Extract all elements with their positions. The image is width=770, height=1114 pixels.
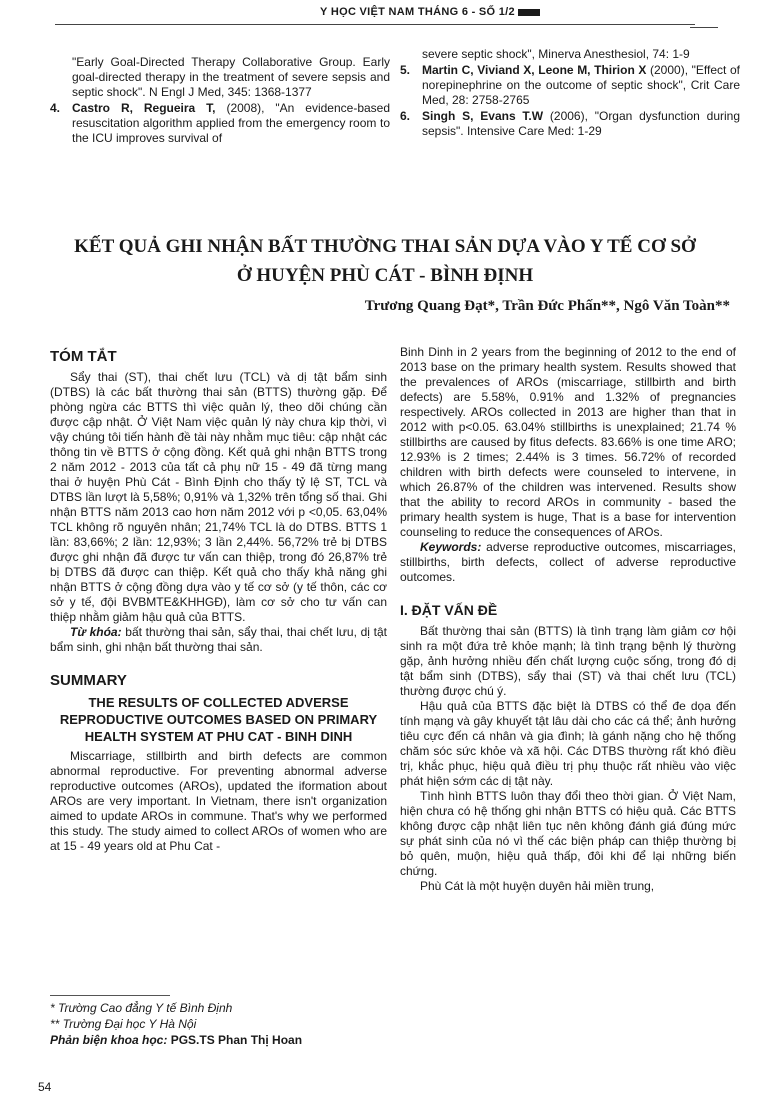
reference-authors: Martin C, Viviand X, Leone M, Thirion X: [422, 63, 647, 77]
reference-4: [50, 101, 390, 146]
reviewer-name: PGS.TS Phan Thị Hoan: [167, 1033, 303, 1047]
intro-paragraph-2: Hậu quả của BTTS đặc biệt là DTBS có thể đe dọa đến tính mạng và gây khuyết tật lâu dài cho các cá thể; ảnh hưởng tiêu cực đến cá nhân và gia đình; là gánh nặng cho hệ thống chăm sóc sức khỏe và xã hội. Các DTBS thường rất khó điều trị, khắc phục, hiệu quả điều trị phụ thuộc rất nhiều vào việc phát hiện sớm các dị tật này.: [400, 699, 736, 788]
article-authors: Trương Quang Đạt*, Trần Đức Phấn**, Ngô Văn Toàn**: [364, 298, 730, 314]
references-left-column: [50, 55, 390, 147]
abstract-vi-body: Sẩy thai (ST), thai chết lưu (TCL) và dị tật bẩm sinh (DTBS) là các bất thường thai sản (BTTS) thường gặp. Để phòng ngừa các BTTS thì việc quản lý, theo dõi chúng cần được cập nhật. Ở Việt Nam việc quản lý này chưa kịp thời, vì vậy chúng tôi tiến hành đề tài này nhằm mục tiêu: cập nhật các thông tin về BTTS ở cộng đồng. Kết quả ghi nhận BTTS trong 2 năm 2012 - 2013 của tất cả phụ nữ 15 - 49 đã từng mang thai ở huyện Phù Cát - Bình Định cho thấy tỷ lệ ST, TCL và DTBS lần lượt là 5,58%; 0,91% và 1,32% trên tổng số thai. Ghi nhận BTTS năm 2013 cao hơn năm 2012 với p <0,05. 63,04% TCL không rõ nguyên nhân; 21,74% TCL là do DTBS. BTTS 1 lần: 83,66%; 2 lần: 12,93%; 3 lần 2,44%. 56,72% trẻ bị DTBS được ghi nhận đã được tư vấn can thiệp, trong đó 26,87% trẻ bị DTBS đã được can thiệp. Kết quả cho thấy khả năng ghi nhận BTTS ở cộng đồng dựa vào y tế cơ sở (y tế thôn, các cơ sở y tế, đội BVBMTE&KHHGĐ), làm cơ sở cho tư vấn can thiệp nhằm giảm hậu quả của BTTS.: [50, 370, 387, 624]
header-dash: [690, 27, 718, 28]
reference-3-continuation: "Early Goal-Directed Therapy Collaborative Group. Early goal-directed therapy in the treatment of severe sepsis and septic shock". N Engl J Med, 345: 1368-1377: [72, 55, 390, 99]
reference-5: [400, 63, 740, 108]
page-number: 54: [38, 1080, 52, 1094]
abstract-vi-heading: TÓM TẮT: [50, 348, 117, 365]
intro-paragraph-3: Tình hình BTTS luôn thay đổi theo thời gian. Ở Việt Nam, hiện chưa có hệ thống ghi nhận BTTS có hiệu quả. Các BTTS không được cập nhật liên tục nên không đánh giá đúng mức sự phát sinh của nó vì thế các biện pháp can thiệp thường bị bỏ quên, muộn, hiệu quả thấp, đôi khi để lại những biến chứng.: [400, 789, 736, 878]
intro-heading: I. ĐẶT VẤN ĐỀ: [400, 602, 498, 618]
footnote-reviewer: [50, 1032, 387, 1048]
reference-authors: Castro R, Regueira T,: [72, 101, 216, 115]
reference-number: 4.: [50, 101, 61, 115]
reference-body: (2006), "Organ dysfunction during sepsis". Intensive Care Med: 1-29: [422, 109, 740, 138]
right-column: [400, 345, 736, 894]
summary-keywords: [400, 540, 736, 585]
keywords-label: Từ khóa:: [70, 625, 122, 639]
footnote-affiliation-1: * Trường Cao đẳng Y tế Bình Định: [50, 1001, 233, 1015]
reference-6: [400, 109, 740, 139]
running-header: [180, 6, 680, 18]
article-title-line-1: KẾT QUẢ GHI NHẬN BẤT THƯỜNG THAI SẢN DỰA VÀO Y TẾ CƠ SỞ: [74, 236, 696, 257]
left-column: [50, 345, 387, 854]
article-title-line-2: Ở HUYỆN PHÙ CÁT - BÌNH ĐỊNH: [236, 265, 534, 286]
reference-4-continuation: severe septic shock", Minerva Anesthesiol, 74: 1-9: [422, 47, 690, 61]
summary-body-part-2: Binh Dinh in 2 years from the beginning of 2012 to the end of 2013 base on the primary health system. Results showed that the prevalences of AROs (miscarriage, stillbirth and birth defects) are 5.58%, 0.91% and 1.32% of pregnancies respectively. AROs collected in 2013 are higher than that in 2012 with p<0.05. 63.04% stillbirths is unexplained; 21.74 % stillbirths are caused by fitus defects. 83.66% is one time ARO; 12.93% is 2 times; 2.44% is 3 times. 56.72% of recorded children with birth defects were counseled to intervene, in which 26.87% of the children was intervened. Results show that the ability to record AROs in community - based the primary health system is huge, That is a base for intervention counseling to reduce the consequences of AROs.: [400, 345, 736, 539]
footnote-affiliation-2: ** Trường Đại học Y Hà Nội: [50, 1017, 197, 1031]
reference-text: [422, 109, 740, 139]
summary-title: THE RESULTS OF COLLECTED ADVERSE REPRODUCTIVE OUTCOMES BASED ON PRIMARY HEALTH SYSTEM AT PHU CAT - BINH DINH: [59, 695, 378, 744]
reference-text: [422, 63, 740, 108]
keywords-label: Keywords:: [420, 540, 482, 554]
reviewer-label: Phản biện khoa học:: [50, 1033, 168, 1047]
footnote-rule: [50, 995, 170, 996]
article-title: [40, 232, 730, 290]
reference-authors: Singh S, Evans T.W: [422, 109, 544, 123]
running-header-text: Y HỌC VIỆT NAM THÁNG 6 - SỐ 1/2: [320, 6, 515, 18]
summary-heading: SUMMARY: [50, 672, 127, 689]
summary-body-part-1: Miscarriage, stillbirth and birth defects are common abnormal reproductive. For preventing abnormal adverse reproductive outcomes (AROs), updated the iformation about AROs are very important. In Vietnam, there isn't organization aimed to update AROs in commune. That's why we performed this study. The study aimed to collect AROs of women who are at 15 - 49 years old at Phu Cat -: [50, 749, 387, 853]
header-mark: [518, 9, 540, 16]
reference-body: (2008), "An evidence-based resuscitation algorithm applied from the emergency room to the ICU improves survival of: [72, 101, 391, 145]
reference-number: 6.: [400, 109, 411, 123]
keywords-text: adverse reproductive outcomes, miscarriages, stillbirths, birth defects, collect of adverse reproductive outcomes.: [400, 540, 736, 584]
references-right-column: [400, 47, 740, 140]
footnotes: [50, 995, 387, 1048]
header-rule: [55, 24, 695, 25]
reference-text: [72, 101, 390, 146]
keywords-text: bất thường thai sản, sẩy thai, thai chết lưu, dị tật bẩm sinh, ghi nhận bất thường thai sản.: [50, 625, 388, 654]
reference-number: 5.: [400, 63, 411, 77]
reference-body: (2000), "Effect of norepinephrine on the outcome of septic shock", Crit Care Med, 28: 2758-2765: [422, 63, 740, 107]
intro-paragraph-1: Bất thường thai sản (BTTS) là tình trạng làm giảm cơ hội sinh ra một đứa trẻ khỏe mạnh; là tình trạng bệnh lý thường gặp, ảnh hưởng nhiều đến chất lượng cuộc sống, trong đó dị tật bẩm sinh (DTBS), sẩy thai (ST) và thai chết lưu (TCL) thường được chú ý.: [400, 624, 736, 698]
abstract-vi-keywords: [50, 625, 387, 655]
intro-paragraph-4: Phù Cát là một huyện duyên hải miền trung,: [420, 879, 655, 893]
